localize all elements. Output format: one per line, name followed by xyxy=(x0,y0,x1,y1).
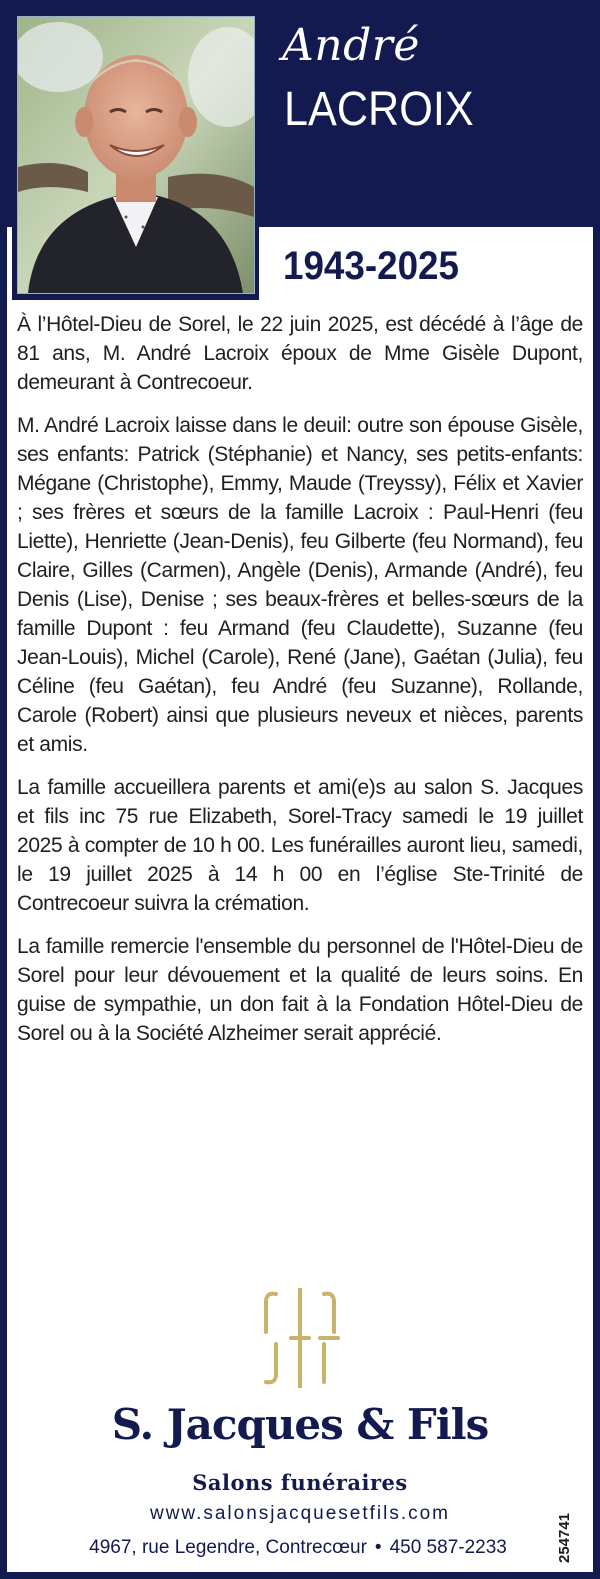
funeral-home-name: S. Jacques & Fils xyxy=(111,1400,489,1449)
paragraph-survivors: M. André Lacroix laisse dans le deuil: outre son épouse Gisèle, ses enfants: Patrick (Stéphanie) et Nancy, ses petits-enfants: Mégane (Christophe), Emmy, Maude (Treyssy), Félix et Xavier ; ses frères et sœurs de la famille Lacroix : Paul-Henri (feu Liette), Henriette (Jean-Denis), feu Gilberte (feu Normand), feu Claire, Gilles (Carmen), Angèle (Denis), Armande (André), feu Denis (Lise), Denise ; ses beaux-frères et belles-sœurs de la famille Dupont : feu Armand (feu Claudette), Suzanne (feu Jean-Louis), Michel (Carole), René (Jane), Gaétan (Julia), feu Céline (feu Gaétan), feu André (feu Suzanne), Rollande, Carole (Robert) ainsi que plusieurs neveux et nièces, parents et amis. xyxy=(17,414,583,756)
funeral-home-subtitle: Salons funéraires xyxy=(192,1470,408,1495)
paragraph-death-notice: À l’Hôtel-Dieu de Sorel, le 22 juin 2025, est décédé à l’âge de 81 ans, M. André Lacroix époux de Mme Gisèle Dupont, demeurant à Contrecoeur. xyxy=(17,313,583,394)
paragraph-visitation: La famille accueillera parents et ami(e)s au salon S. Jacques et fils inc 75 rue Elizabeth, Sorel-Tracy samedi le 19 juillet 2025 à compter de 10 h 00. Les funérailles auront lieu, samedi, le 19 juillet 2025 à 14 h 00 en l’église Ste-Trinité de Contrecoeur suivra la crémation. xyxy=(17,776,583,915)
funeral-home-phone[interactable]: 450 587-2233 xyxy=(389,1537,507,1558)
life-years: 1943-2025 xyxy=(283,244,459,288)
sjf-monogram-logo xyxy=(258,1288,342,1388)
ad-reference-number: 254741 xyxy=(556,1512,573,1563)
obituary-text xyxy=(17,310,583,1062)
funeral-home-website[interactable]: www.salonsjacquesetfils.com xyxy=(149,1503,451,1524)
paragraph-thanks: La famille remercie l'ensemble du personnel de l'Hôtel-Dieu de Sorel pour leur dévouement et la qualité de leurs soins. En guise de sympathie, un don fait à la Fondation Hôtel-Dieu de Sorel ou à la Société Alzheimer serait apprécié. xyxy=(17,935,583,1045)
funeral-home-address: 4967, rue Legendre, Contrecœur xyxy=(89,1537,367,1558)
portrait-photo xyxy=(17,16,255,294)
last-name: LACROIX xyxy=(284,83,474,136)
funeral-home-contact xyxy=(58,1537,538,1559)
first-name: André xyxy=(282,20,420,71)
bullet-separator: • xyxy=(374,1537,382,1558)
